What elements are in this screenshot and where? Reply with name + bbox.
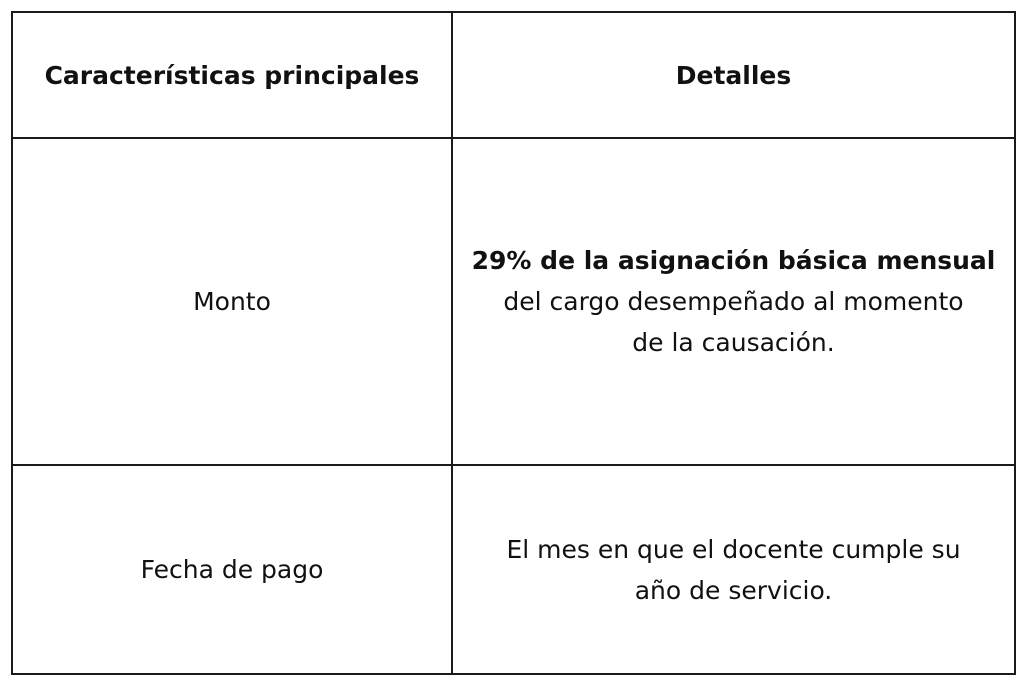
- header-caracteristicas: Características principales: [12, 12, 452, 138]
- benefit-table: [11, 11, 1016, 675]
- detail-text-line: año de servicio.: [634, 575, 833, 605]
- row-label-monto: Monto: [12, 138, 452, 465]
- table-row: [12, 138, 1015, 465]
- header-detalles: Detalles: [452, 12, 1015, 138]
- detail-bold-text: 29% de la asignación básica mensual: [471, 246, 996, 275]
- table-row: [12, 465, 1015, 674]
- row-label-fecha-de-pago: Fecha de pago: [12, 465, 452, 674]
- detail-text-line: El mes en que el docente cumple su: [506, 534, 961, 564]
- table-header-row: [12, 12, 1015, 138]
- row-detail-monto: [452, 138, 1015, 465]
- row-detail-fecha-de-pago: [452, 465, 1015, 674]
- detail-text-line: del cargo desempeñado al momento: [503, 287, 964, 316]
- detail-text-line: de la causación.: [632, 328, 835, 357]
